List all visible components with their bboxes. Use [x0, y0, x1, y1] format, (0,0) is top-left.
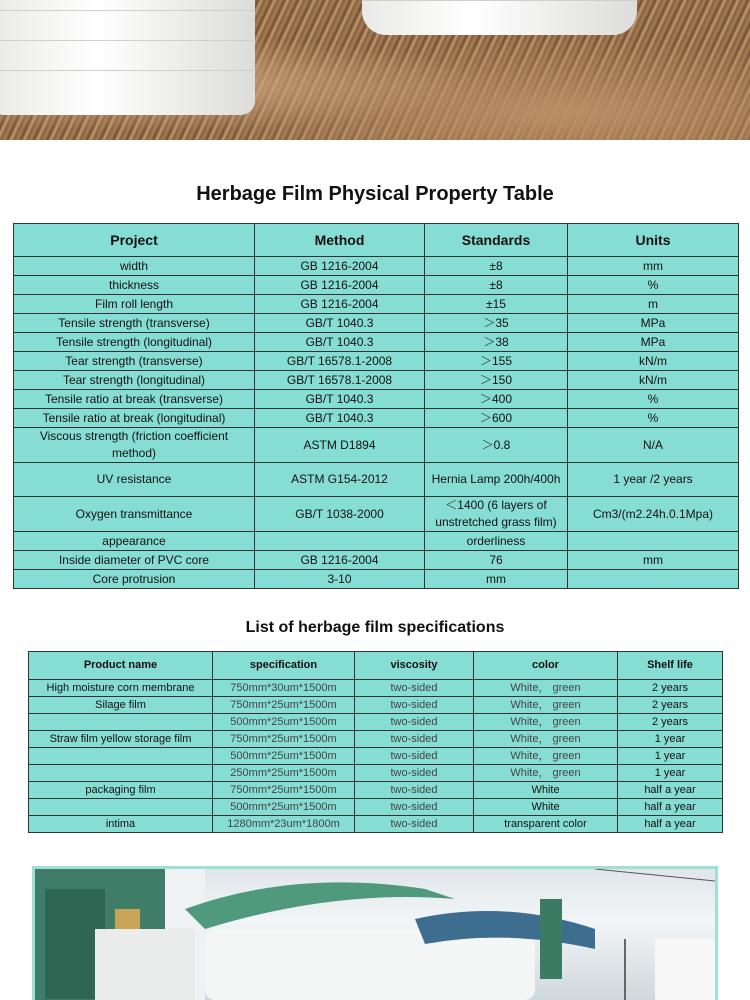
table-row [14, 390, 739, 409]
cell-method: ASTM D1894 [255, 428, 425, 463]
cell-method: GB 1216-2004 [255, 257, 425, 276]
cell-shelf-life: 1 year [618, 765, 723, 782]
cell-unit: mm [568, 257, 739, 276]
cell-product-name [29, 748, 213, 765]
table-row [29, 816, 723, 833]
cell-shelf-life: 2 years [618, 714, 723, 731]
table-row [14, 371, 739, 390]
header-shelf-life: Shelf life [618, 652, 723, 680]
cell-unit: N/A [568, 428, 739, 463]
cell-project: Tear strength (transverse) [14, 352, 255, 371]
cell-unit [568, 532, 739, 551]
cell-product-name: High moisture corn membrane [29, 680, 213, 697]
cell-specification: 500mm*25um*1500m [213, 799, 355, 816]
cell-unit: % [568, 409, 739, 428]
cell-project: Inside diameter of PVC core [14, 551, 255, 570]
cell-standard: ±8 [425, 276, 568, 295]
cell-standard: 76 [425, 551, 568, 570]
cell-viscosity: two-sided [355, 799, 474, 816]
table-row [14, 276, 739, 295]
header-units: Units [568, 224, 739, 257]
cell-color: White， green [474, 680, 618, 697]
cell-viscosity: two-sided [355, 731, 474, 748]
cell-viscosity: two-sided [355, 680, 474, 697]
cell-standard: ＞35 [425, 314, 568, 333]
cell-shelf-life: 1 year [618, 748, 723, 765]
cell-project: Viscous strength (friction coefficient method) [14, 428, 255, 463]
cell-method: GB 1216-2004 [255, 276, 425, 295]
cell-shelf-life: half a year [618, 799, 723, 816]
cell-unit: Cm3/(m2.24h.0.1Mpa) [568, 497, 739, 532]
cell-standard: orderliness [425, 532, 568, 551]
table-row [14, 463, 739, 497]
cell-method: 3-10 [255, 570, 425, 589]
cell-project: Tensile ratio at break (transverse) [14, 390, 255, 409]
header-color: color [474, 652, 618, 680]
cell-specification: 1280mm*23um*1800m [213, 816, 355, 833]
cell-method: GB/T 1040.3 [255, 409, 425, 428]
cell-project: Oxygen transmittance [14, 497, 255, 532]
spec-table-header [29, 652, 723, 680]
cell-unit: m [568, 295, 739, 314]
cell-project: Tensile ratio at break (longitudinal) [14, 409, 255, 428]
cell-color: White， green [474, 765, 618, 782]
cell-specification: 750mm*25um*1500m [213, 697, 355, 714]
property-table [13, 223, 739, 589]
cell-standard: ＞155 [425, 352, 568, 371]
table-row [29, 799, 723, 816]
cell-color: White， green [474, 714, 618, 731]
cell-color: White， green [474, 748, 618, 765]
cell-product-name: Silage film [29, 697, 213, 714]
cell-project: UV resistance [14, 463, 255, 497]
table-row [14, 352, 739, 371]
cell-standard: mm [425, 570, 568, 589]
cell-method: GB/T 1040.3 [255, 333, 425, 352]
table-row [14, 314, 739, 333]
cell-color: White， green [474, 697, 618, 714]
cell-standard: ＞150 [425, 371, 568, 390]
table-row [29, 680, 723, 697]
cell-unit: kN/m [568, 371, 739, 390]
cell-specification: 500mm*25um*1500m [213, 748, 355, 765]
cell-product-name: Straw film yellow storage film [29, 731, 213, 748]
cell-shelf-life: half a year [618, 816, 723, 833]
cell-unit [568, 570, 739, 589]
cell-color: White [474, 782, 618, 799]
cell-standard: ±8 [425, 257, 568, 276]
cell-viscosity: two-sided [355, 714, 474, 731]
table-row [29, 748, 723, 765]
table-row [14, 551, 739, 570]
cell-specification: 500mm*25um*1500m [213, 714, 355, 731]
spec-table-title: List of herbage film specifications [245, 619, 505, 636]
cell-specification: 750mm*30um*1500m [213, 680, 355, 697]
cell-method: GB/T 1040.3 [255, 314, 425, 333]
cell-project: Core protrusion [14, 570, 255, 589]
header-viscosity: viscosity [355, 652, 474, 680]
cell-shelf-life: 2 years [618, 697, 723, 714]
cell-standard: ±15 [425, 295, 568, 314]
cell-project: appearance [14, 532, 255, 551]
table-row [14, 497, 739, 532]
spec-table [28, 651, 723, 833]
cell-method: GB 1216-2004 [255, 551, 425, 570]
cell-product-name: intima [29, 816, 213, 833]
cell-color: White， green [474, 731, 618, 748]
baling-machine-illustration [35, 869, 715, 1000]
table-row [14, 333, 739, 352]
cell-project: width [14, 257, 255, 276]
cell-method: GB/T 1040.3 [255, 390, 425, 409]
header-standards: Standards [425, 224, 568, 257]
cell-shelf-life: 2 years [618, 680, 723, 697]
cell-product-name [29, 799, 213, 816]
cell-viscosity: two-sided [355, 748, 474, 765]
cell-project: Film roll length [14, 295, 255, 314]
cell-color: White [474, 799, 618, 816]
cell-unit: kN/m [568, 352, 739, 371]
cell-method: ASTM G154-2012 [255, 463, 425, 497]
cell-method: GB/T 16578.1-2008 [255, 352, 425, 371]
table-row [29, 782, 723, 799]
cell-specification: 750mm*25um*1500m [213, 782, 355, 799]
cell-specification: 750mm*25um*1500m [213, 731, 355, 748]
cell-method: GB/T 16578.1-2008 [255, 371, 425, 390]
header-method: Method [255, 224, 425, 257]
cell-color: transparent color [474, 816, 618, 833]
cell-standard: ＞0.8 [425, 428, 568, 463]
cell-method: GB/T 1038-2000 [255, 497, 425, 532]
cell-standard: ＜1400 (6 layers of unstretched grass film) [425, 497, 568, 532]
cell-standard: ＞400 [425, 390, 568, 409]
table-row [29, 697, 723, 714]
cell-viscosity: two-sided [355, 697, 474, 714]
cell-viscosity: two-sided [355, 765, 474, 782]
cell-product-name: packaging film [29, 782, 213, 799]
cell-project: thickness [14, 276, 255, 295]
cell-product-name [29, 765, 213, 782]
cell-specification: 250mm*25um*1500m [213, 765, 355, 782]
cell-unit: mm [568, 551, 739, 570]
cell-method [255, 532, 425, 551]
table-row [14, 570, 739, 589]
table-row [14, 295, 739, 314]
header-project: Project [14, 224, 255, 257]
table-row [14, 532, 739, 551]
table-row [14, 409, 739, 428]
cell-unit: MPa [568, 314, 739, 333]
property-table-header [14, 224, 739, 257]
cell-standard: ＞600 [425, 409, 568, 428]
cell-product-name [29, 714, 213, 731]
cell-unit: % [568, 390, 739, 409]
cell-shelf-life: half a year [618, 782, 723, 799]
cell-viscosity: two-sided [355, 816, 474, 833]
table-row [14, 428, 739, 463]
cell-shelf-life: 1 year [618, 731, 723, 748]
cell-unit: 1 year /2 years [568, 463, 739, 497]
table-row [29, 731, 723, 748]
silage-bales-photo [0, 0, 750, 140]
baling-machine-photo [32, 866, 718, 1000]
property-table-title: Herbage Film Physical Property Table [196, 183, 554, 205]
cell-viscosity: two-sided [355, 782, 474, 799]
cell-project: Tensile strength (longitudinal) [14, 333, 255, 352]
cell-standard: Hernia Lamp 200h/400h [425, 463, 568, 497]
header-specification: specification [213, 652, 355, 680]
cell-method: GB 1216-2004 [255, 295, 425, 314]
table-row [29, 765, 723, 782]
cell-unit: MPa [568, 333, 739, 352]
table-row [29, 714, 723, 731]
cell-standard: ＞38 [425, 333, 568, 352]
cell-project: Tensile strength (transverse) [14, 314, 255, 333]
cell-unit: % [568, 276, 739, 295]
cell-project: Tear strength (longitudinal) [14, 371, 255, 390]
header-product-name: Product name [29, 652, 213, 680]
table-row [14, 257, 739, 276]
